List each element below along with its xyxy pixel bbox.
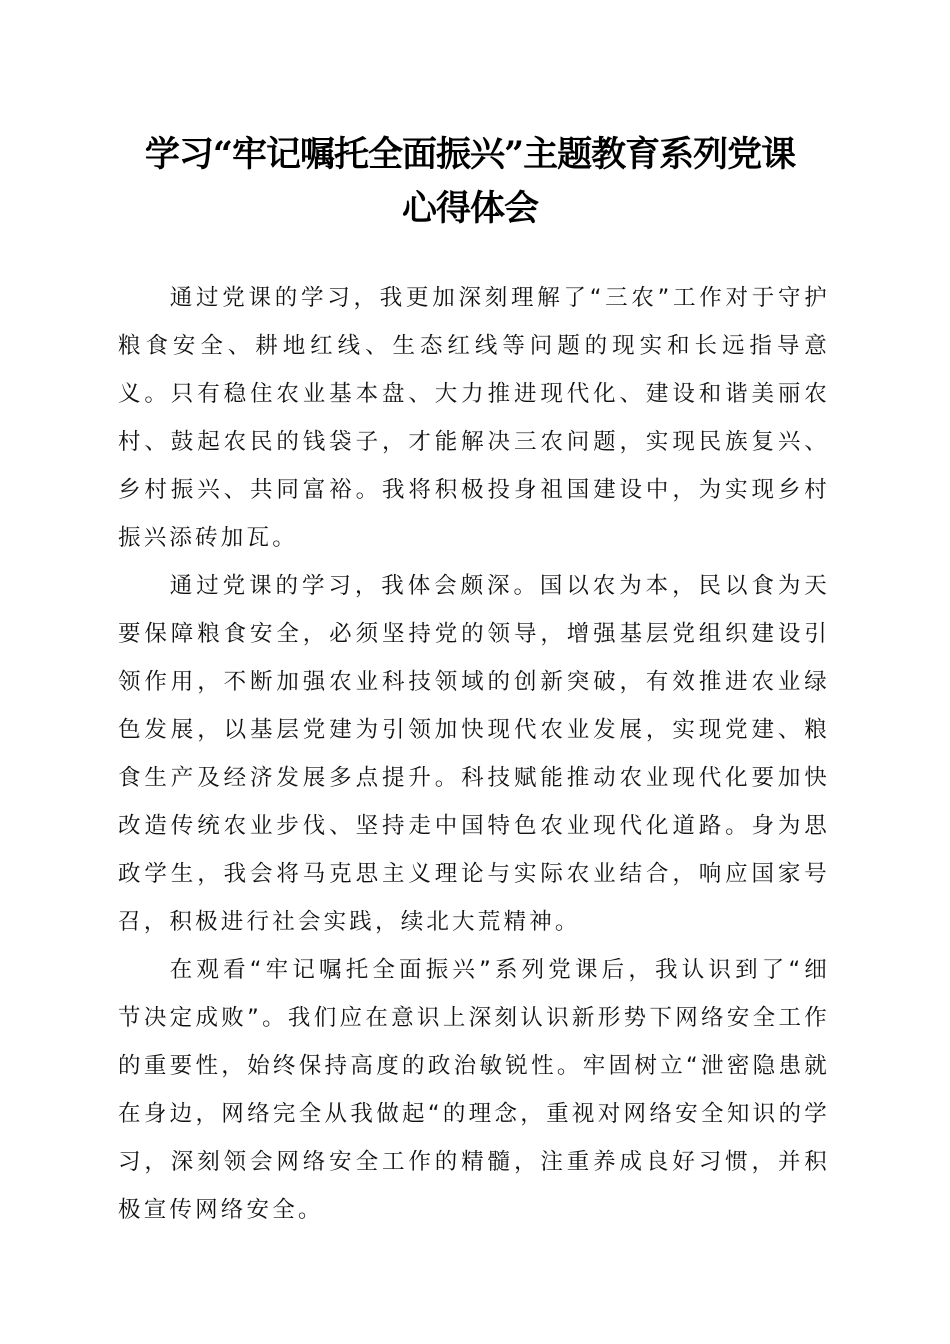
page-title — [100, 128, 840, 236]
document-body — [118, 274, 830, 1234]
paragraph-1: 通过党课的学习，我更加深刻理解了“三农”工作对于守护粮食安全、耕地红线、生态红线等问题的现实和长远指导意义。只有稳住农业基本盘、大力推进现代化、建设和谐美丽农村、鼓起农民的钱袋子，才能解决三农问题，实现民族复兴、乡村振兴、共同富裕。我将积极投身祖国建设中，为实现乡村振兴添砖加瓦。 — [118, 285, 830, 551]
title-line-2: 心得体会 — [401, 188, 538, 229]
title-line-1: 学习“牢记嘱托全面振兴”主题教育系列党课 — [144, 134, 796, 175]
paragraph-3: 在观看“牢记嘱托全面振兴”系列党课后，我认识到了“细节决定成败”。我们应在意识上深刻认识新形势下网络安全工作的重要性，始终保持高度的政治敏锐性。牢固树立“泄密隐患就在身边，网络完全从我做起“的理念，重视对网络安全知识的学习，深刻领会网络安全工作的精髓，注重养成良好习惯，并积极宣传网络安全。 — [118, 957, 830, 1223]
paragraph-2: 通过党课的学习，我体会颇深。国以农为本，民以食为天要保障粮食安全，必须坚持党的领导，增强基层党组织建设引领作用，不断加强农业科技领域的创新突破，有效推进农业绿色发展，以基层党建为引领加快现代农业发展，实现党建、粮食生产及经济发展多点提升。科技赋能推动农业现代化要加快改造传统农业步伐、坚持走中国特色农业现代化道路。身为思政学生，我会将马克思主义理论与实际农业结合，响应国家号召，积极进行社会实践，续北大荒精神。 — [118, 573, 830, 935]
